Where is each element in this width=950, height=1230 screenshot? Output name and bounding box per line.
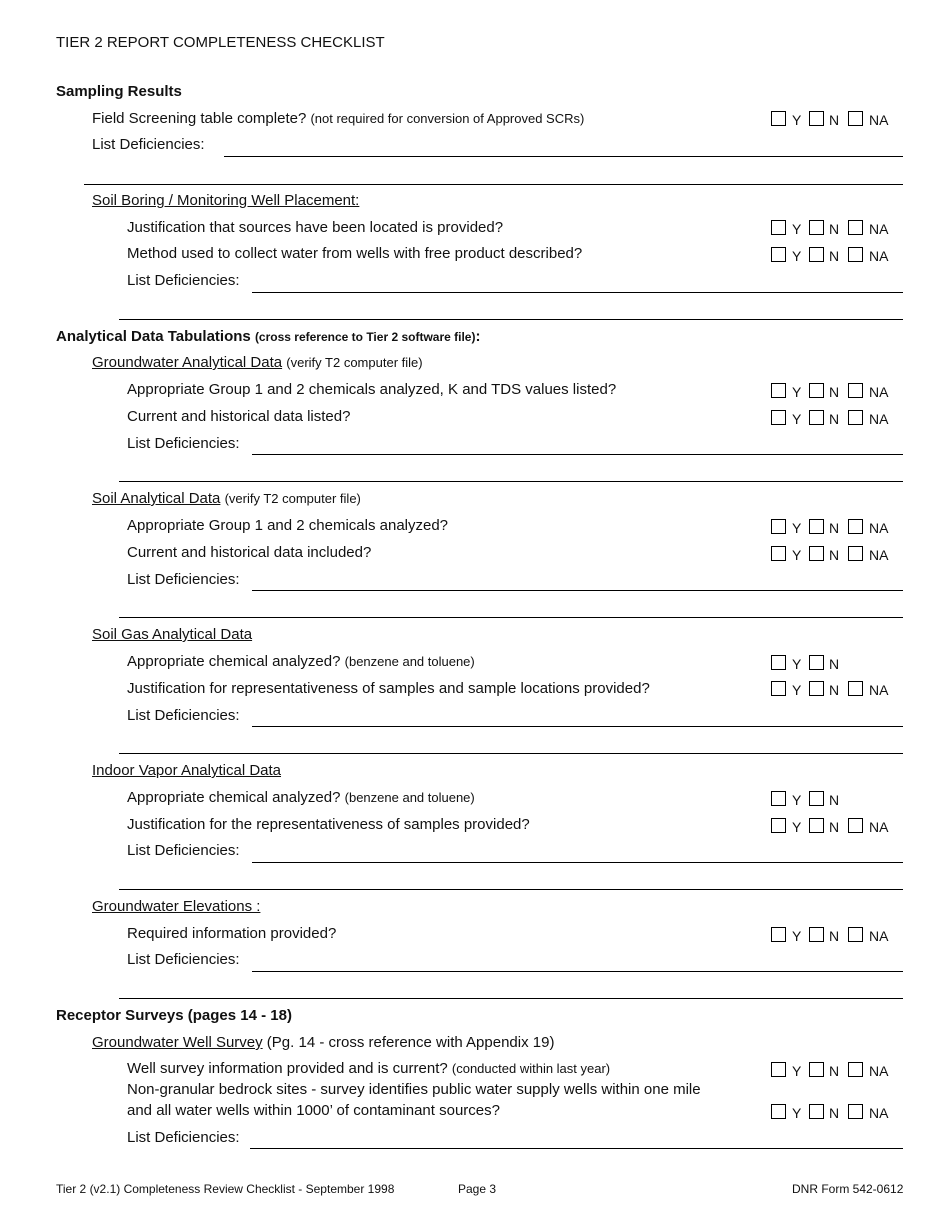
label-n: N [829,656,840,672]
checkbox-na[interactable] [848,927,863,942]
label-y: Y [792,928,802,944]
checkbox-y[interactable] [771,1104,786,1119]
deficiencies-line-2[interactable] [119,481,903,482]
subsection-groundwater-elevations: Groundwater Elevations : [92,898,261,915]
section-receptor-surveys: Receptor Surveys (pages 14 - 18) [56,1007,292,1024]
subsection-title: Groundwater Well Survey [92,1034,263,1051]
label-y: Y [792,819,802,835]
yn-soil-chemicals [771,519,901,537]
deficiencies-line[interactable] [252,454,903,455]
label-n: N [829,411,840,427]
question-note: (not required for conversion of Approved SCRs) [310,111,585,126]
label-y: Y [792,248,802,264]
question-text: Appropriate chemical analyzed? [127,653,341,670]
label-na: NA [869,1105,889,1121]
label-n: N [829,384,840,400]
deficiencies-line[interactable] [252,590,903,591]
checkbox-y[interactable] [771,383,786,398]
deficiencies-line[interactable] [250,1148,903,1149]
footer-page-number: Page 3 [458,1182,497,1196]
checkbox-n[interactable] [809,791,824,806]
deficiencies-label: List Deficiencies: [127,1129,240,1146]
checkbox-n[interactable] [809,220,824,235]
page-title: TIER 2 REPORT COMPLETENESS CHECKLIST [56,34,385,51]
yn-soil-gas-chemical [771,655,841,673]
subsection-soil-boring: Soil Boring / Monitoring Well Placement: [92,192,360,209]
question-gw-chemicals: Appropriate Group 1 and 2 chemicals analyzed, K and TDS values listed? [127,381,617,398]
deficiencies-line-2[interactable] [84,184,903,185]
deficiencies-line-2[interactable] [119,617,903,618]
label-y: Y [792,547,802,563]
label-n: N [829,682,840,698]
checkbox-y[interactable] [771,681,786,696]
label-na: NA [869,520,889,536]
checkbox-na[interactable] [848,383,863,398]
label-na: NA [869,112,889,128]
label-n: N [829,221,840,237]
checkbox-y[interactable] [771,247,786,262]
yn-indoor-vapor-chemical [771,791,841,809]
label-na: NA [869,411,889,427]
checkbox-na[interactable] [848,681,863,696]
footer-form-number: DNR Form 542-0612 [792,1182,904,1196]
checkbox-y[interactable] [771,1062,786,1077]
label-y: Y [792,1105,802,1121]
checkbox-na[interactable] [848,1104,863,1119]
section-note: (cross reference to Tier 2 software file) [254,330,476,344]
label-n: N [829,819,840,835]
subsection-note: (verify T2 computer file) [286,355,423,370]
yn-sources-located [771,220,901,238]
deficiencies-label: List Deficiencies: [127,951,240,968]
question-soil-historical: Current and historical data included? [127,544,372,561]
checkbox-na[interactable] [848,247,863,262]
checkbox-n[interactable] [809,383,824,398]
deficiencies-label: List Deficiencies: [127,272,240,289]
label-n: N [829,1105,840,1121]
label-na: NA [869,547,889,563]
deficiencies-line-2[interactable] [119,319,903,320]
question-bedrock-line1: Non-granular bedrock sites - survey identifies public water supply wells within one mile [127,1081,701,1098]
label-y: Y [792,384,802,400]
checkbox-n[interactable] [809,546,824,561]
question-indoor-vapor-chemical [127,789,475,806]
yn-field-screening [771,111,901,129]
label-y: Y [792,682,802,698]
checkbox-y[interactable] [771,220,786,235]
deficiencies-label: List Deficiencies: [127,435,240,452]
subsection-indoor-vapor: Indoor Vapor Analytical Data [92,762,282,779]
checkbox-y[interactable] [771,818,786,833]
checkbox-na[interactable] [848,818,863,833]
question-indoor-vapor-representativeness: Justification for the representativeness of samples provided? [127,816,530,833]
question-soil-gas-chemical [127,653,475,670]
subsection-soil-gas: Soil Gas Analytical Data [92,626,253,643]
question-soil-gas-representativeness: Justification for representativeness of samples and sample locations provided? [127,680,650,697]
checkbox-n[interactable] [809,655,824,670]
label-na: NA [869,819,889,835]
yn-well-survey-current [771,1062,901,1080]
checkbox-y[interactable] [771,791,786,806]
subsection-well-survey [92,1034,554,1051]
checkbox-n[interactable] [809,681,824,696]
label-y: Y [792,411,802,427]
yn-indoor-vapor-representativeness [771,818,901,836]
deficiencies-line-2[interactable] [119,998,903,999]
yn-gw-chemicals [771,383,901,401]
label-y: Y [792,221,802,237]
deficiencies-line[interactable] [252,726,903,727]
deficiencies-label: List Deficiencies: [92,136,205,153]
question-text: Well survey information provided and is current? [127,1060,448,1077]
subsection-note: (Pg. 14 - cross reference with Appendix 19) [266,1034,555,1051]
checkbox-y[interactable] [771,927,786,942]
checkbox-n[interactable] [809,519,824,534]
label-n: N [829,520,840,536]
label-n: N [829,1063,840,1079]
question-text: Field Screening table complete? [92,110,307,127]
subsection-title: Soil Analytical Data [92,490,221,507]
checkbox-na[interactable] [848,111,863,126]
subsection-soil-analytical [92,490,361,507]
checkbox-y[interactable] [771,111,786,126]
label-na: NA [869,221,889,237]
question-field-screening [92,110,584,127]
checkbox-y[interactable] [771,546,786,561]
label-n: N [829,928,840,944]
label-n: N [829,792,840,808]
deficiencies-line[interactable] [252,292,903,293]
question-note: (benzene and toluene) [344,654,475,669]
checkbox-y[interactable] [771,655,786,670]
label-na: NA [869,1063,889,1079]
section-title: Analytical Data Tabulations [56,328,251,345]
checkbox-y[interactable] [771,519,786,534]
checkbox-n[interactable] [809,927,824,942]
checkbox-na[interactable] [848,546,863,561]
yn-bedrock-survey [771,1104,901,1122]
section-colon: : [475,328,481,345]
checkbox-n[interactable] [809,111,824,126]
checkbox-n[interactable] [809,1062,824,1077]
question-well-survey-current [127,1060,610,1077]
question-text: Appropriate chemical analyzed? [127,789,341,806]
label-n: N [829,547,840,563]
deficiencies-line[interactable] [224,156,903,157]
label-y: Y [792,1063,802,1079]
label-na: NA [869,384,889,400]
question-gw-historical: Current and historical data listed? [127,408,351,425]
checkbox-na[interactable] [848,519,863,534]
yn-soil-historical [771,546,901,564]
deficiencies-line-2[interactable] [119,889,903,890]
label-n: N [829,112,840,128]
checkbox-na[interactable] [848,1062,863,1077]
checkbox-n[interactable] [809,410,824,425]
label-na: NA [869,682,889,698]
section-analytical-data [56,328,480,345]
label-y: Y [792,112,802,128]
subsection-note: (verify T2 computer file) [224,491,361,506]
label-na: NA [869,928,889,944]
label-y: Y [792,792,802,808]
question-free-product: Method used to collect water from wells with free product described? [127,245,583,262]
question-soil-chemicals: Appropriate Group 1 and 2 chemicals analyzed? [127,517,449,534]
yn-soil-gas-representativeness [771,681,901,699]
checkbox-y[interactable] [771,410,786,425]
deficiencies-label: List Deficiencies: [127,707,240,724]
yn-gw-historical [771,410,901,428]
subsection-title: Groundwater Analytical Data [92,354,283,371]
yn-required-info [771,927,901,945]
yn-free-product [771,247,901,265]
subsection-groundwater-analytical [92,354,423,371]
deficiencies-line[interactable] [252,862,903,863]
deficiencies-label: List Deficiencies: [127,842,240,859]
deficiencies-label: List Deficiencies: [127,571,240,588]
footer-left: Tier 2 (v2.1) Completeness Review Checklist - September 1998 [56,1182,395,1196]
label-na: NA [869,248,889,264]
question-note: (conducted within last year) [451,1061,611,1076]
question-required-info: Required information provided? [127,925,337,942]
label-y: Y [792,520,802,536]
label-y: Y [792,656,802,672]
checkbox-na[interactable] [848,410,863,425]
deficiencies-line-2[interactable] [119,753,903,754]
question-note: (benzene and toluene) [344,790,475,805]
section-sampling-results: Sampling Results [56,83,182,100]
checkbox-n[interactable] [809,247,824,262]
question-sources-located: Justification that sources have been located is provided? [127,219,504,236]
checkbox-n[interactable] [809,1104,824,1119]
checkbox-n[interactable] [809,818,824,833]
question-bedrock-line2: and all water wells within 1000’ of contaminant sources? [127,1102,500,1119]
label-n: N [829,248,840,264]
deficiencies-line[interactable] [252,971,903,972]
checkbox-na[interactable] [848,220,863,235]
